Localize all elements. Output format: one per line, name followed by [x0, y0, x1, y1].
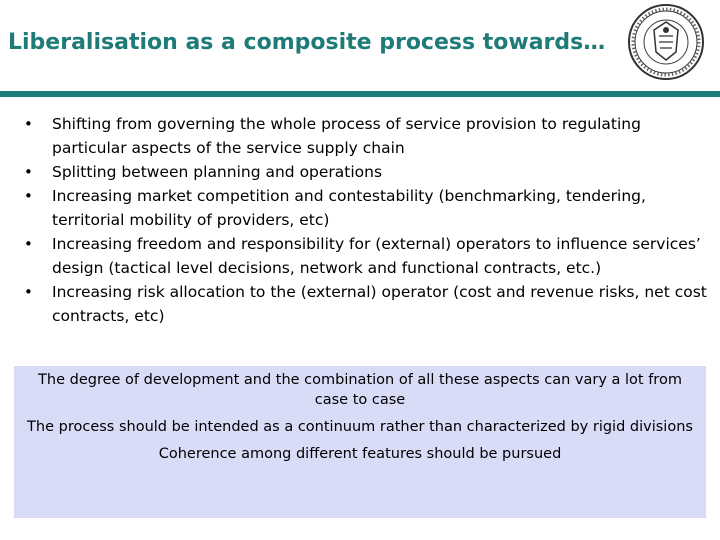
slide-title: Liberalisation as a composite process towards… [8, 30, 606, 55]
bullet-icon: • [24, 235, 33, 253]
summary-box [14, 366, 706, 518]
summary-paragraph: The degree of development and the combination of all these aspects can vary a lot from case to case [38, 372, 682, 408]
bullet-icon: • [24, 115, 33, 133]
bullet-item [18, 184, 708, 232]
bullet-text: Increasing market competition and contestability (benchmarking, tendering, territorial mobility of providers, etc) [52, 187, 646, 229]
bullet-item [18, 232, 708, 280]
bullet-icon: • [24, 163, 33, 181]
university-seal-icon [626, 0, 706, 84]
bullet-text: Shifting from governing the whole process of service provision to regulating particular aspects of the service supply chain [52, 115, 641, 157]
bullet-item [18, 160, 708, 184]
bullet-item [18, 112, 708, 160]
bullet-icon: • [24, 283, 33, 301]
bullet-text: Increasing freedom and responsibility for (external) operators to influence services’ design (tactical level decisions, network and functional contracts, etc.) [52, 235, 701, 277]
bullet-item [18, 280, 708, 328]
bullet-text: Increasing risk allocation to the (external) operator (cost and revenue risks, net cost contracts, etc) [52, 283, 707, 325]
summary-paragraph: The process should be intended as a continuum rather than characterized by rigid divisions [27, 419, 693, 435]
title-divider [0, 91, 720, 97]
bullet-text: Splitting between planning and operations [52, 163, 383, 181]
summary-paragraph: Coherence among different features should be pursued [158, 446, 562, 462]
bullet-icon: • [24, 187, 33, 205]
bullet-list [18, 112, 708, 328]
